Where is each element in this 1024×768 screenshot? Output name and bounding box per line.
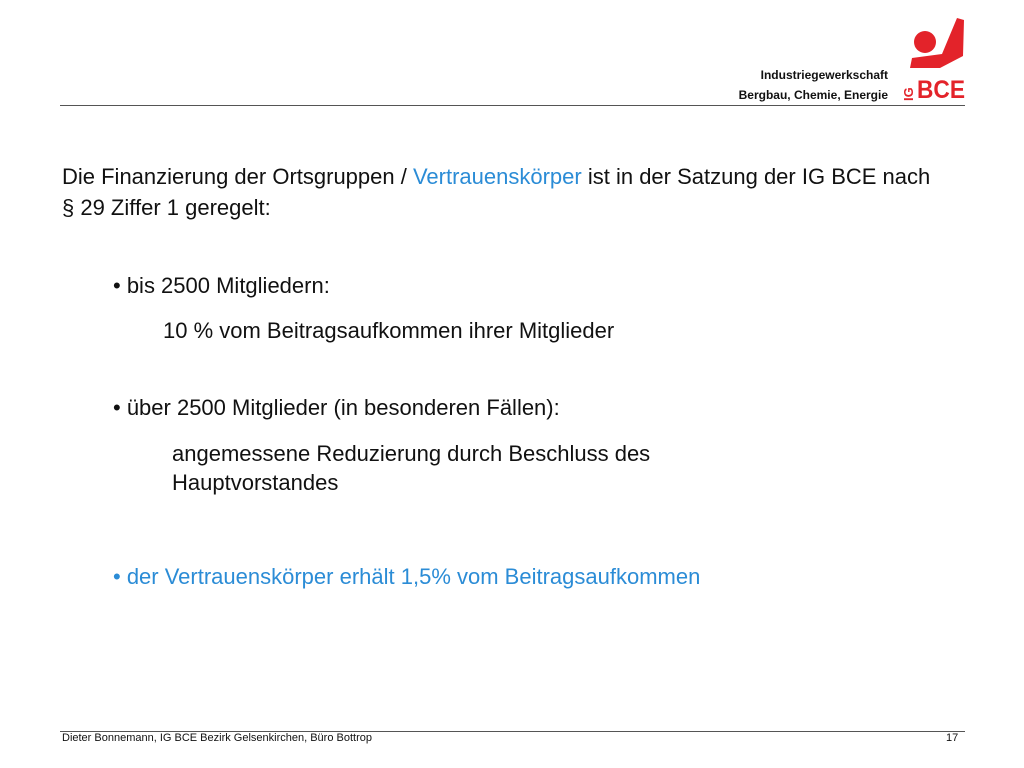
intro-accent-term: Vertrauenskörper — [412, 164, 582, 189]
intro-text-end: ist in der Satzung der IG BCE nach § 29 Ziffer 1 geregelt: — [62, 164, 931, 220]
logo-head — [914, 31, 936, 53]
logo-ig-text: IG — [901, 87, 916, 101]
igbce-logo — [900, 16, 966, 102]
intro-text-start: Die Finanzierung der Ortsgruppen / — [62, 164, 413, 189]
header-divider — [60, 105, 965, 106]
bullet-over-2500-detail: angemessene Reduzierung durch Beschluss des Hauptvorstandes — [172, 441, 651, 495]
logo-bce-text: BCE — [917, 76, 965, 102]
org-name-line2: Bergbau, Chemie, Energie — [738, 88, 888, 102]
bullet-over-2500: • über 2500 Mitglieder (in besonderen Fällen): — [113, 395, 560, 420]
page-number: 17 — [946, 732, 959, 744]
org-name-line1: Industriegewerkschaft — [760, 68, 888, 82]
bullet-vertrauenskoerper: • der Vertrauenskörper erhält 1,5% vom Beitragsaufkommen — [113, 564, 701, 589]
bullet-up-to-2500-detail: 10 % vom Beitragsaufkommen ihrer Mitglieder — [163, 318, 615, 343]
intro-paragraph — [62, 161, 942, 223]
bullet-up-to-2500: • bis 2500 Mitgliedern: — [113, 273, 330, 298]
footer-author: Dieter Bonnemann, IG BCE Bezirk Gelsenkirchen, Büro Bottrop — [62, 732, 372, 744]
